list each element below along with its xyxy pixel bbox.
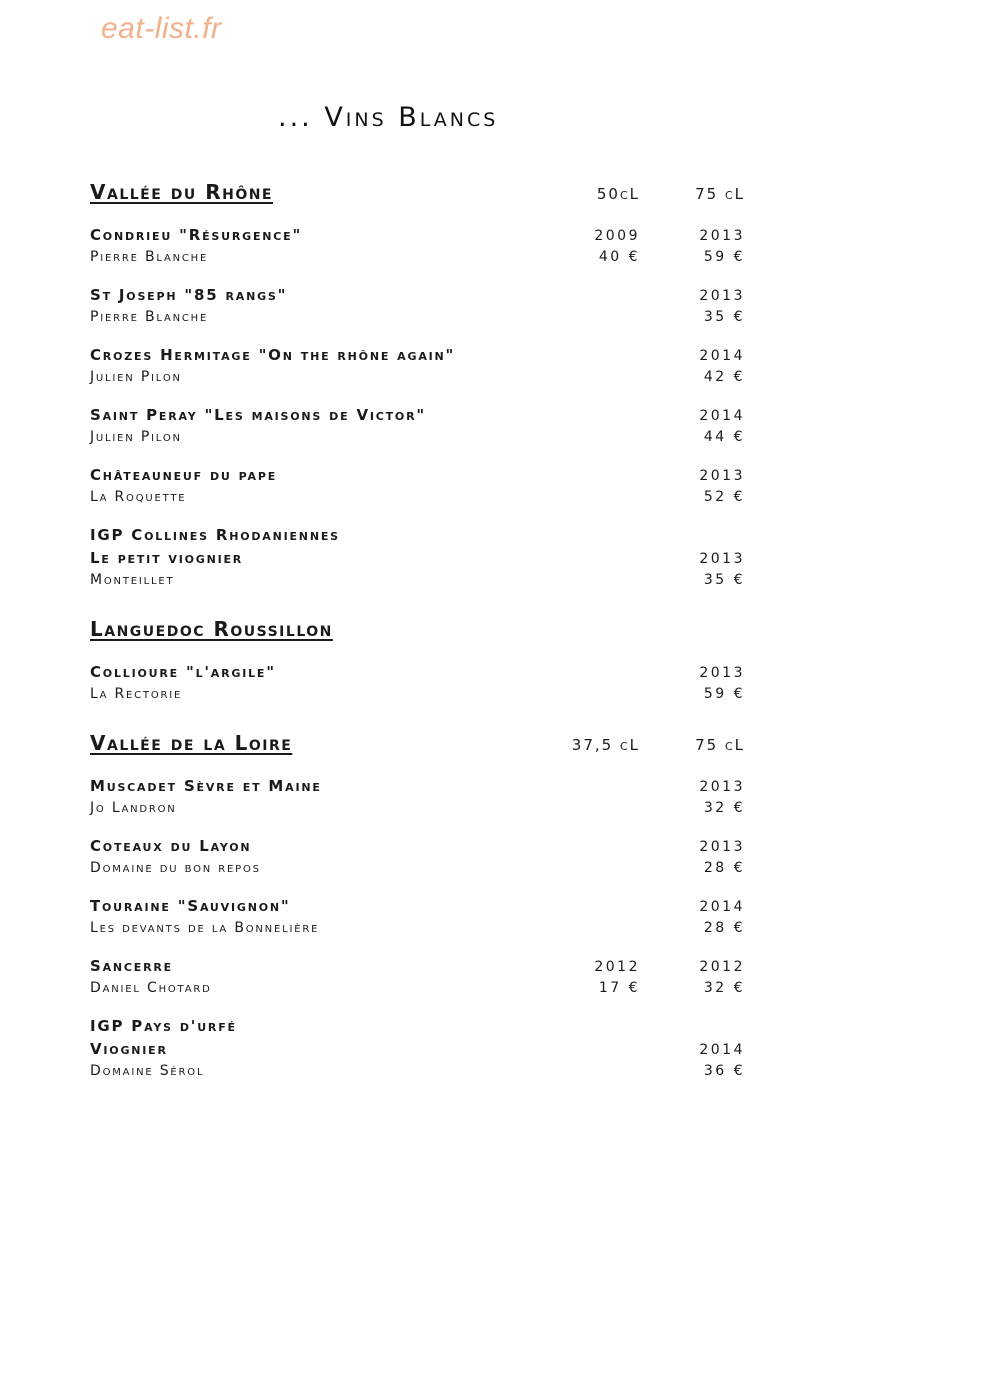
wine-name: Touraine "Sauvignon" <box>90 897 291 915</box>
producer-row <box>90 1063 745 1086</box>
wine-name-row <box>90 1017 745 1040</box>
price-large: 52 € <box>703 489 745 505</box>
producer-name: Jo Landron <box>90 800 177 816</box>
producer-name: Julien Pilon <box>90 369 182 385</box>
vintage-large: 2013 <box>699 468 745 484</box>
wine-name: Coteaux du Layon <box>90 837 252 855</box>
producer-name: Pierre Blanche <box>90 249 209 265</box>
watermark: eat-list.fr <box>101 12 222 45</box>
vintage-large: 2013 <box>699 551 745 567</box>
wine-item <box>90 226 745 272</box>
wine-item <box>90 957 745 1003</box>
producer-row <box>90 800 745 823</box>
section-spacer <box>90 595 745 617</box>
producer-row <box>90 369 745 392</box>
producer-name: Daniel Chotard <box>90 980 212 996</box>
wine-name: Viognier <box>90 1040 168 1058</box>
wine-name: Saint Peray "Les maisons de Victor" <box>90 406 426 424</box>
producer-name: Julien Pilon <box>90 429 182 445</box>
price-large: 42 € <box>703 369 745 385</box>
wine-item <box>90 1017 745 1086</box>
producer-row <box>90 920 745 943</box>
column-header-large: 75 cL <box>695 736 745 754</box>
wine-name: Condrieu "Résurgence" <box>90 226 303 244</box>
producer-row <box>90 686 745 709</box>
producer-row <box>90 572 745 595</box>
wine-name-row <box>90 1040 745 1063</box>
wine-name-row <box>90 286 745 309</box>
wine-name-row <box>90 549 745 572</box>
wine-name: St Joseph "85 rangs" <box>90 286 288 304</box>
producer-row <box>90 249 745 272</box>
price-large: 44 € <box>703 429 745 445</box>
section-header <box>90 617 745 649</box>
wine-item <box>90 406 745 452</box>
wine-name: Châteauneuf du pape <box>90 466 278 484</box>
vintage-large: 2013 <box>699 839 745 855</box>
wine-name-row <box>90 526 745 549</box>
producer-name: La Rectorie <box>90 686 183 702</box>
wine-name: IGP Collines Rhodaniennes <box>90 526 340 544</box>
section-header <box>90 180 745 212</box>
vintage-large: 2014 <box>699 408 745 424</box>
producer-row <box>90 860 745 883</box>
producer-name: Pierre Blanche <box>90 309 209 325</box>
wine-name: Crozes Hermitage "On the rhône again" <box>90 346 456 364</box>
wine-name-row <box>90 466 745 489</box>
price-large: 28 € <box>703 860 745 876</box>
wine-item <box>90 837 745 883</box>
vintage-small: 2009 <box>594 228 640 244</box>
price-large: 59 € <box>703 686 745 702</box>
price-large: 28 € <box>703 920 745 936</box>
vintage-large: 2014 <box>699 1042 745 1058</box>
producer-row <box>90 489 745 512</box>
price-large: 32 € <box>703 800 745 816</box>
producer-row <box>90 980 745 1003</box>
vintage-large: 2014 <box>699 899 745 915</box>
producer-name: La Roquette <box>90 489 187 505</box>
wine-item <box>90 897 745 943</box>
vintage-large: 2012 <box>699 959 745 975</box>
page-title: ... Vins Blancs <box>278 102 499 133</box>
section-header <box>90 731 745 763</box>
vintage-small: 2012 <box>594 959 640 975</box>
wine-name-row <box>90 837 745 860</box>
wine-section <box>90 709 745 1086</box>
section-title: Vallée du Rhône <box>90 180 273 204</box>
vintage-large: 2013 <box>699 665 745 681</box>
wine-section <box>90 180 745 595</box>
wine-name-row <box>90 406 745 429</box>
producer-name: Les devants de la Bonnelière <box>90 920 320 936</box>
wine-name-row <box>90 663 745 686</box>
producer-name: Monteillet <box>90 572 175 588</box>
vintage-large: 2013 <box>699 779 745 795</box>
wine-name: Le petit viognier <box>90 549 244 567</box>
wine-section <box>90 595 745 709</box>
wine-name-row <box>90 957 745 980</box>
column-header-small: 37,5 cL <box>571 736 640 754</box>
price-large: 59 € <box>703 249 745 265</box>
price-large: 35 € <box>703 572 745 588</box>
price-small: 17 € <box>598 980 640 996</box>
section-title: Vallée de la Loire <box>90 731 293 755</box>
wine-item <box>90 286 745 332</box>
wine-name: Muscadet Sèvre et Maine <box>90 777 322 795</box>
section-spacer <box>90 709 745 731</box>
price-large: 36 € <box>703 1063 745 1079</box>
column-header-small: 50cL <box>596 185 640 203</box>
vintage-large: 2014 <box>699 348 745 364</box>
wine-menu <box>90 180 745 1086</box>
producer-name: Domaine du bon repos <box>90 860 261 876</box>
wine-name: Sancerre <box>90 957 173 975</box>
wine-name-row <box>90 346 745 369</box>
price-large: 32 € <box>703 980 745 996</box>
vintage-large: 2013 <box>699 288 745 304</box>
wine-item <box>90 466 745 512</box>
producer-name: Domaine Sérol <box>90 1063 205 1079</box>
producer-row <box>90 429 745 452</box>
wine-item <box>90 346 745 392</box>
wine-name-row <box>90 777 745 800</box>
vintage-large: 2013 <box>699 228 745 244</box>
wine-name-row <box>90 897 745 920</box>
column-header-large: 75 cL <box>695 185 745 203</box>
section-title: Languedoc Roussillon <box>90 617 333 641</box>
wine-item <box>90 777 745 823</box>
wine-name: Collioure "l'argile" <box>90 663 276 681</box>
wine-item <box>90 526 745 595</box>
price-small: 40 € <box>598 249 640 265</box>
wine-item <box>90 663 745 709</box>
price-large: 35 € <box>703 309 745 325</box>
wine-name-row <box>90 226 745 249</box>
producer-row <box>90 309 745 332</box>
wine-name: IGP Pays d'urfé <box>90 1017 237 1035</box>
